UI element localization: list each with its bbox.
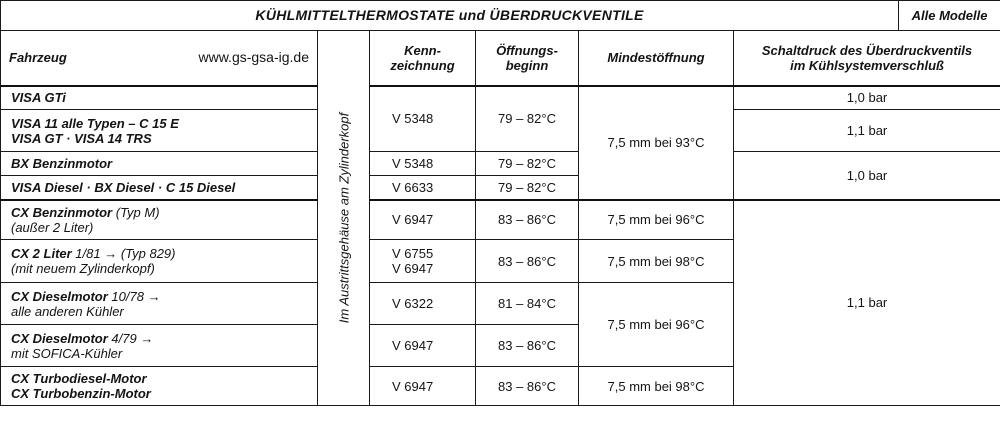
- min-opening-cell: 7,5 mm bei 93°C: [579, 86, 734, 200]
- website-url: www.gs-gsa-ig.de: [198, 49, 309, 66]
- opening-cell: 83 – 86°C: [476, 367, 579, 406]
- vehicle-cell: CX Turbodiesel-Motor CX Turbobenzin-Motor: [1, 367, 318, 406]
- min-opening-cell: 7,5 mm bei 98°C: [579, 367, 734, 406]
- opening-start-header: Öffnungs- beginn: [476, 31, 579, 86]
- vehicle-cell: CX Dieselmotor 4/79 → mit SOFICA-Kühler: [1, 325, 318, 367]
- vehicle-cell: CX 2 Liter 1/81 → (Typ 829) (mit neuem Zylinderkopf): [1, 240, 318, 283]
- models-label: Alle Modelle: [899, 1, 1000, 31]
- code-cell: V 6322: [370, 283, 476, 325]
- location-note: Im Austrittsgehäuse am Zylinderkopf: [336, 112, 351, 324]
- code-cell: V 6947: [370, 367, 476, 406]
- vehicle-header: [1, 31, 318, 86]
- min-opening-header: Mindestöffnung: [579, 31, 734, 86]
- pressure-cell: 1,0 bar: [734, 86, 1000, 110]
- min-opening-cell: 7,5 mm bei 96°C: [579, 283, 734, 367]
- opening-cell: 79 – 82°C: [476, 176, 579, 200]
- code-header: Kenn- zeichnung: [370, 31, 476, 86]
- code-cell: V 6633: [370, 176, 476, 200]
- opening-cell: 83 – 86°C: [476, 200, 579, 240]
- table-title: KÜHLMITTELTHERMOSTATE und ÜBERDRUCKVENTILE: [1, 1, 899, 31]
- min-opening-cell: 7,5 mm bei 96°C: [579, 200, 734, 240]
- opening-cell: 81 – 84°C: [476, 283, 579, 325]
- vehicle-cell: VISA 11 alle Typen – C 15 E VISA GT · VISA 14 TRS: [1, 110, 318, 152]
- vehicle-cell: VISA Diesel · BX Diesel · C 15 Diesel: [1, 176, 318, 200]
- opening-cell: 83 – 86°C: [476, 325, 579, 367]
- min-opening-cell: 7,5 mm bei 98°C: [579, 240, 734, 283]
- vehicle-cell: VISA GTi: [1, 86, 318, 110]
- opening-cell: 79 – 82°C: [476, 152, 579, 176]
- code-cell: V 5348: [370, 86, 476, 152]
- opening-cell: 83 – 86°C: [476, 240, 579, 283]
- opening-cell: 79 – 82°C: [476, 86, 579, 152]
- vehicle-cell: BX Benzinmotor: [1, 152, 318, 176]
- code-cell: V 6947: [370, 200, 476, 240]
- pressure-cell: 1,1 bar: [734, 110, 1000, 152]
- code-cell: V 5348: [370, 152, 476, 176]
- pressure-cell: 1,0 bar: [734, 152, 1000, 200]
- location-note-cell: [318, 31, 370, 406]
- pressure-header: Schaltdruck des Überdruckventils im Kühlsystemverschluß: [734, 31, 1000, 86]
- code-cell: V 6755 V 6947: [370, 240, 476, 283]
- vehicle-cell: CX Benzinmotor (Typ M) (außer 2 Liter): [1, 200, 318, 240]
- vehicle-cell: CX Dieselmotor 10/78 → alle anderen Kühler: [1, 283, 318, 325]
- code-cell: V 6947: [370, 325, 476, 367]
- vehicle-header-label: Fahrzeug: [9, 50, 67, 66]
- pressure-cell: 1,1 bar: [734, 200, 1000, 406]
